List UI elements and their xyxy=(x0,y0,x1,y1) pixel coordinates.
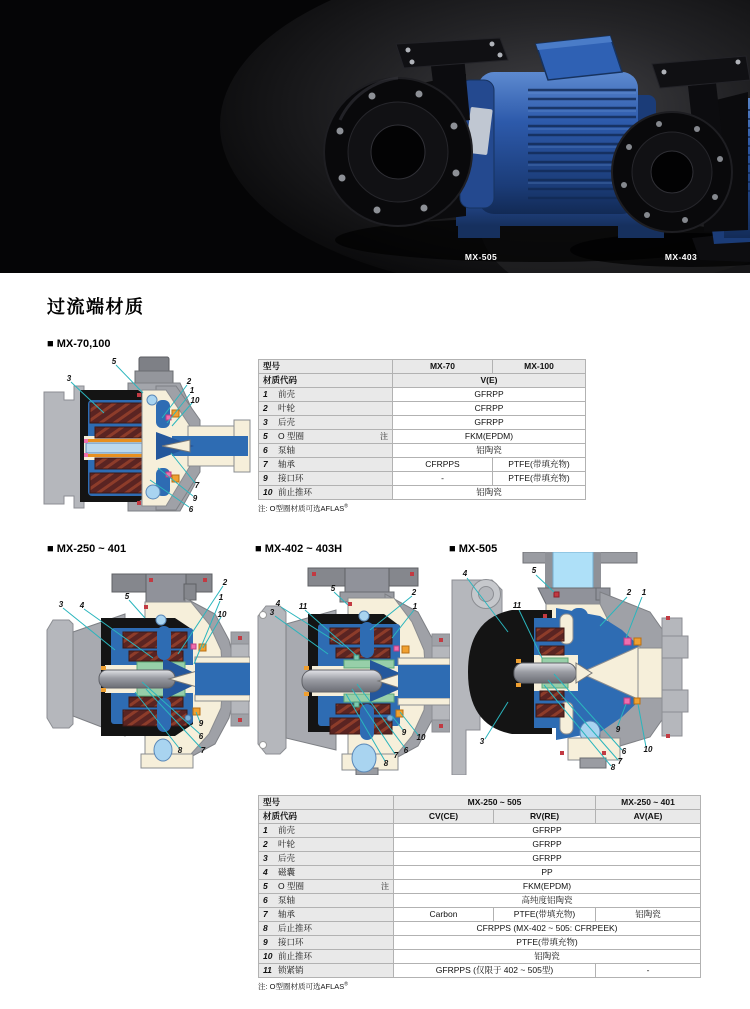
table-cell: 铝陶瓷 xyxy=(393,444,586,458)
callout-number: 2 xyxy=(222,578,228,587)
table-cell: 5 O 型圈 注 xyxy=(259,880,394,894)
table-cell: AV(AE) xyxy=(596,810,701,824)
table-cell: 4 磁囊 xyxy=(259,866,394,880)
table-row xyxy=(259,388,586,402)
table-cell: - xyxy=(596,964,701,978)
table-cell: Carbon xyxy=(394,908,494,922)
table-cell: FKM(EPDM) xyxy=(393,430,586,444)
table-cell: PTFE(带填充物) xyxy=(394,936,701,950)
table-cell: GFRPP xyxy=(394,838,701,852)
table-cell: 6 泵轴 xyxy=(259,894,394,908)
table-footnote xyxy=(258,981,348,992)
table-cell: 铝陶瓷 xyxy=(394,950,701,964)
callout-number: 5 xyxy=(111,357,117,366)
callout-number: 9 xyxy=(192,494,198,503)
callout-number: 7 xyxy=(617,757,623,766)
table-header-row xyxy=(259,796,701,810)
table-cell: 铝陶瓷 xyxy=(393,486,586,500)
table-cell: 8 后止推环 xyxy=(259,922,394,936)
table-cell: CFRPP xyxy=(393,402,586,416)
callout-number: 7 xyxy=(393,751,399,760)
table-row xyxy=(259,444,586,458)
callout-number: 8 xyxy=(610,763,616,772)
table-cell: 7 轴承 xyxy=(259,908,394,922)
table-cell: FKM(EPDM) xyxy=(394,880,701,894)
table-cell: - xyxy=(393,472,493,486)
table-cell: 型号 xyxy=(259,360,393,374)
discharge-pipe-top xyxy=(523,552,637,604)
pump-diagram-mx402-403h xyxy=(250,558,450,775)
table-row xyxy=(259,894,701,908)
pump-diagram-mx505 xyxy=(450,552,710,775)
table-cell: CV(CE) xyxy=(394,810,494,824)
table-row xyxy=(259,880,701,894)
pump-photo xyxy=(0,0,750,273)
registered-mark: ® xyxy=(344,503,348,510)
banner-photo xyxy=(0,0,750,273)
callout-number: 10 xyxy=(217,610,227,619)
table-cell: 3 后壳 xyxy=(259,852,394,866)
discharge-flange-top xyxy=(308,568,418,602)
table-cell: 材质代码 xyxy=(259,810,394,824)
table-row xyxy=(259,922,701,936)
materials-table-mx70-100 xyxy=(258,359,586,500)
outlet-core xyxy=(638,648,662,698)
pump-cross-section-mx70-100 xyxy=(40,356,255,520)
pump-shaft xyxy=(99,670,175,688)
table-cell: GFRPP xyxy=(394,824,701,838)
pump-shaft xyxy=(302,670,382,692)
table-row xyxy=(259,838,701,852)
table-cell: PTFE(带填充物) xyxy=(493,458,586,472)
callout-number: 11 xyxy=(512,601,522,610)
section-heading-mx250-401: ■ MX-250 ~ 401 xyxy=(47,543,127,555)
footnote-text: 注: O型圈材质可选AFLAS xyxy=(258,982,345,991)
table-header-row xyxy=(259,374,586,388)
pump-cross-section-mx505 xyxy=(450,552,710,775)
callout-number: 6 xyxy=(621,747,627,756)
callout-number: 6 xyxy=(198,732,204,741)
callout-number: 2 xyxy=(186,377,192,386)
table-cell: PP xyxy=(394,866,701,880)
banner-label-mx403: MX-403 xyxy=(664,252,698,262)
table-cell: GFRPP xyxy=(394,852,701,866)
table-cell: PTFE(带填充物) xyxy=(493,472,586,486)
table-cell: 2 叶轮 xyxy=(259,838,394,852)
table-row xyxy=(259,824,701,838)
callout-number: 3 xyxy=(58,600,64,609)
table-cell: CFRPPS (MX-402 ~ 505: CFRPEEK) xyxy=(394,922,701,936)
materials-table-mx250-505 xyxy=(258,795,701,978)
callout-number: 5 xyxy=(124,592,130,601)
table-cell: 7 轴承 xyxy=(259,458,393,472)
table-cell: 高纯度铝陶瓷 xyxy=(394,894,701,908)
callout-number: 1 xyxy=(218,593,224,602)
table-cell: 3 后壳 xyxy=(259,416,393,430)
callout-number: 8 xyxy=(383,759,389,768)
table-cell: 6 泵轴 xyxy=(259,444,393,458)
callout-number: 1 xyxy=(189,386,195,395)
callout-number: 1 xyxy=(641,588,647,597)
table-cell: MX-100 xyxy=(493,360,586,374)
callout-number: 10 xyxy=(643,745,653,754)
section-heading-mx70-100: ■ MX-70,100 xyxy=(47,338,111,350)
section-heading-mx505: ■ MX-505 xyxy=(449,543,498,555)
callout-number: 1 xyxy=(412,602,418,611)
table-cell: 型号 xyxy=(259,796,394,810)
callout-number: 9 xyxy=(198,719,204,728)
table-row xyxy=(259,908,701,922)
callout-number: 11 xyxy=(298,602,308,611)
table-cell: 2 叶轮 xyxy=(259,402,393,416)
table-cell: MX-250 ~ 401 xyxy=(596,796,701,810)
table-cell: MX-250 ~ 505 xyxy=(394,796,596,810)
table-cell: GFRPPS (仅限于 402 ~ 505型) xyxy=(394,964,596,978)
pump-cross-section-mx402-403h xyxy=(250,558,450,775)
pump-shaft xyxy=(514,663,576,683)
table-cell: 10 前止推环 xyxy=(259,486,393,500)
table-row xyxy=(259,430,586,444)
callout-number: 2 xyxy=(626,588,632,597)
registered-mark: ® xyxy=(344,981,348,988)
callout-number: 5 xyxy=(330,584,336,593)
callout-number: 3 xyxy=(66,374,72,383)
table-cell: V(E) xyxy=(393,374,586,388)
table-cell: 9 接口环 xyxy=(259,472,393,486)
callout-number: 9 xyxy=(615,725,621,734)
table-cell: 9 接口环 xyxy=(259,936,394,950)
materials-table xyxy=(258,359,586,500)
page-title: 过流端材质 xyxy=(47,297,145,317)
callout-number: 4 xyxy=(275,599,281,608)
callout-number: 2 xyxy=(411,588,417,597)
callout-number: 8 xyxy=(177,746,183,755)
table-row xyxy=(259,964,701,978)
callout-number: 6 xyxy=(188,505,194,514)
section-heading-mx402-403h: ■ MX-402 ~ 403H xyxy=(255,543,343,555)
callout-number: 4 xyxy=(79,601,85,610)
banner-label-mx505: MX-505 xyxy=(464,252,498,262)
table-row xyxy=(259,852,701,866)
callout-number: 10 xyxy=(190,396,200,405)
table-row xyxy=(259,472,586,486)
table-row xyxy=(259,950,701,964)
table-cell: MX-70 xyxy=(393,360,493,374)
table-header-row xyxy=(259,360,586,374)
table-cell: 材质代码 xyxy=(259,374,393,388)
table-cell: GFRPP xyxy=(393,416,586,430)
outlet-pipe xyxy=(195,657,250,701)
table-cell: 10 前止推环 xyxy=(259,950,394,964)
rear-bracket-left xyxy=(44,386,84,508)
table-cell: CFRPPS xyxy=(393,458,493,472)
table-cell: GFRPP xyxy=(393,388,586,402)
table-cell: RV(RE) xyxy=(494,810,596,824)
callout-number: 9 xyxy=(401,728,407,737)
table-cell: 5 O 型圈 注 xyxy=(259,430,393,444)
callout-number: 6 xyxy=(403,746,409,755)
table-row xyxy=(259,402,586,416)
outlet-pipe xyxy=(398,658,450,705)
table-footnote xyxy=(258,503,348,514)
table-row xyxy=(259,936,701,950)
table-header-row xyxy=(259,810,701,824)
table-cell: 铝陶瓷 xyxy=(596,908,701,922)
table-row xyxy=(259,486,586,500)
suction-flange-left xyxy=(258,606,286,754)
callout-number: 10 xyxy=(416,733,426,742)
callout-number: 5 xyxy=(531,566,537,575)
pump-diagram-mx250-401 xyxy=(45,558,250,770)
callout-number: 4 xyxy=(462,569,468,578)
table-cell: 11 锁紧销 xyxy=(259,964,394,978)
callout-number: 3 xyxy=(479,737,485,746)
callout-number: 3 xyxy=(269,608,275,617)
suction-flange-left xyxy=(47,620,73,728)
pump-cross-section-mx250-401 xyxy=(45,558,250,770)
callout-number: 7 xyxy=(194,481,200,490)
table-cell: 1 前壳 xyxy=(259,824,394,838)
callout-number: 7 xyxy=(200,746,206,755)
footnote-text: 注: O型圈材质可选AFLAS xyxy=(258,504,345,513)
table-row xyxy=(259,416,586,430)
table-row xyxy=(259,458,586,472)
table-cell: PTFE(带填充物) xyxy=(494,908,596,922)
materials-table xyxy=(258,795,701,978)
outlet-flange xyxy=(662,616,688,738)
table-cell: 1 前壳 xyxy=(259,388,393,402)
table-row xyxy=(259,866,701,880)
pump-diagram-mx70-100 xyxy=(40,356,255,520)
